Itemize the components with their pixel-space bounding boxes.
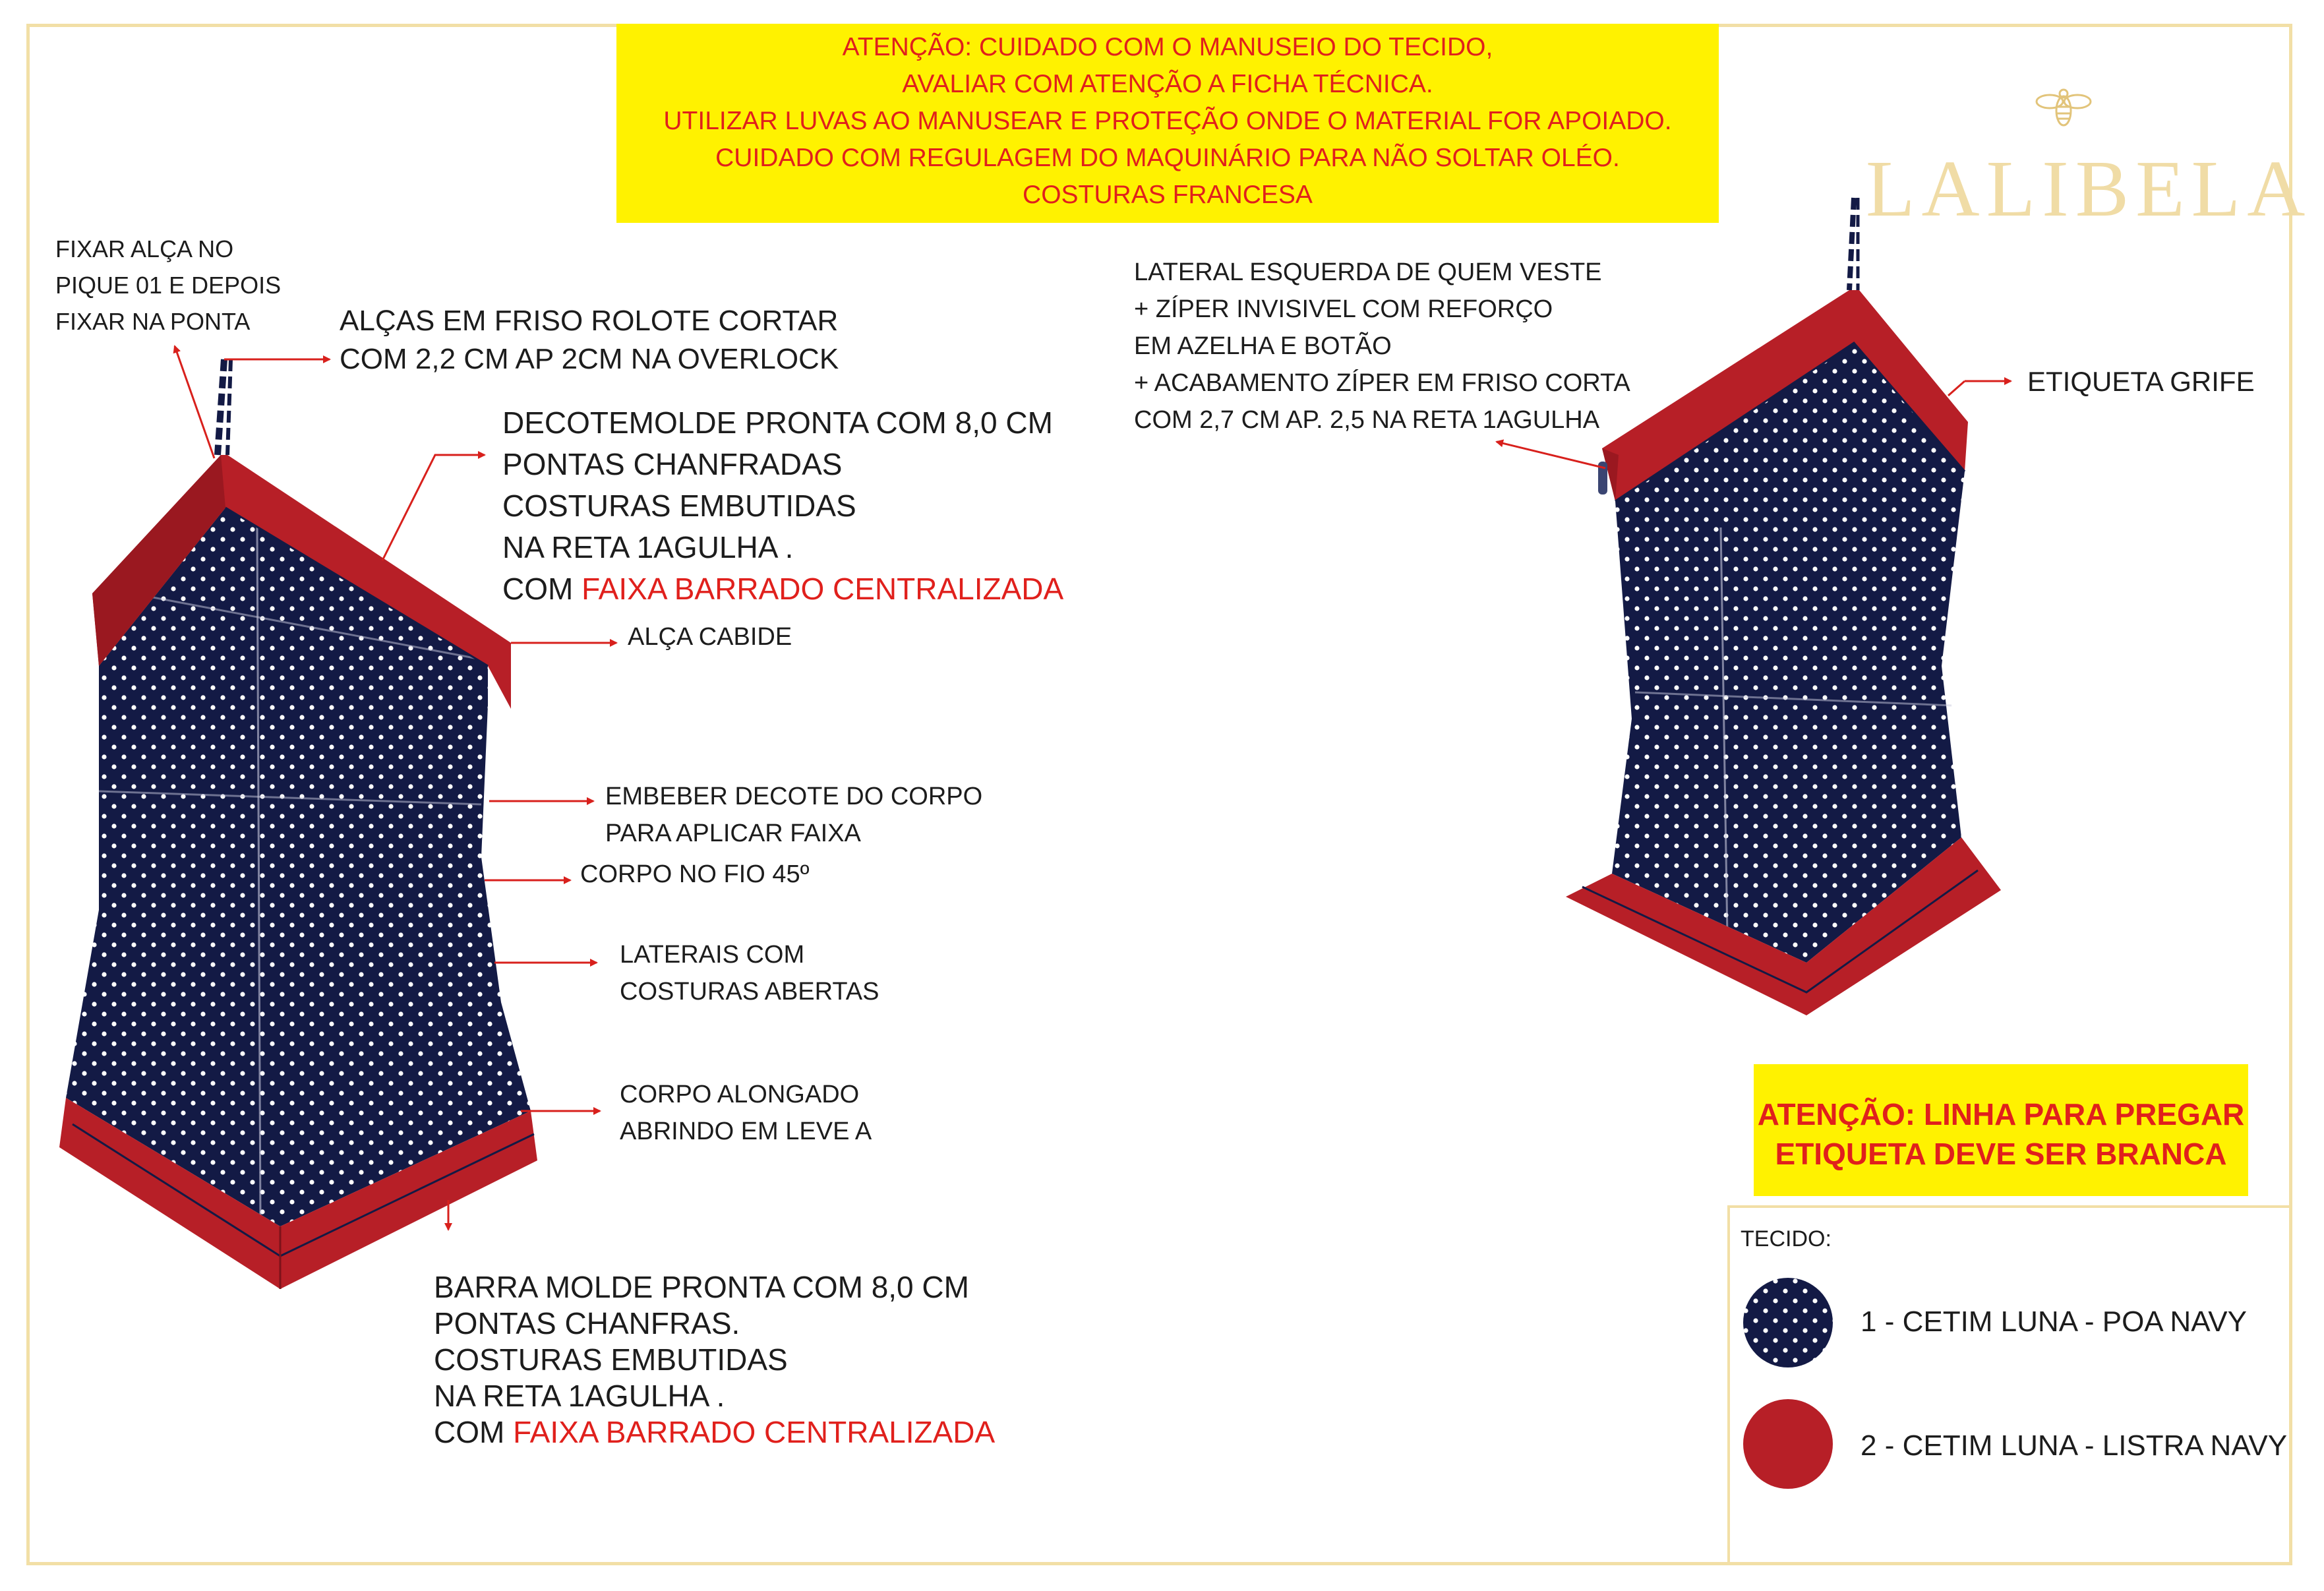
note-line: LATERAL ESQUERDA DE QUEM VESTE bbox=[1134, 258, 1602, 286]
note-line: LATERAIS COM bbox=[620, 941, 805, 969]
note-line: BARRA MOLDE PRONTA COM 8,0 CM bbox=[434, 1270, 969, 1304]
attention-line: ATENÇÃO: LINHA PARA PREGAR bbox=[1757, 1097, 2245, 1131]
note-line: EMBEBER DECOTE DO CORPO bbox=[605, 783, 983, 810]
warning-line: COSTURAS FRANCESA bbox=[1023, 181, 1313, 209]
note-line: COSTURAS EMBUTIDAS bbox=[502, 489, 856, 523]
note-line: NA RETA 1AGULHA . bbox=[502, 530, 794, 564]
note-corpo-fio: CORPO NO FIO 45º bbox=[580, 860, 810, 888]
warning-line: CUIDADO COM REGULAGEM DO MAQUINÁRIO PARA NÃO SOLTAR OLÉO. bbox=[715, 144, 1620, 172]
fabric-title: TECIDO: bbox=[1741, 1226, 1832, 1251]
note-line: FIXAR ALÇA NO bbox=[55, 235, 234, 262]
note-line: EM AZELHA E BOTÃO bbox=[1134, 332, 1392, 360]
note-corpo-alongado bbox=[620, 1076, 872, 1150]
label-thread-warning bbox=[1754, 1064, 2248, 1196]
fabric-legend bbox=[1727, 1205, 2292, 1565]
note-line: PIQUE 01 E DEPOIS bbox=[55, 272, 282, 299]
note-line: PONTAS CHANFRADAS bbox=[502, 447, 843, 481]
note-line: COSTURAS EMBUTIDAS bbox=[434, 1342, 788, 1377]
note-line bbox=[502, 568, 1063, 610]
note-line: COSTURAS ABERTAS bbox=[620, 978, 879, 1006]
note-line: + ACABAMENTO ZÍPER EM FRISO CORTA bbox=[1134, 369, 1630, 397]
fabric-item-label: 2 - CETIM LUNA - LISTRA NAVY bbox=[1861, 1429, 2288, 1462]
bee-icon bbox=[2034, 83, 2093, 136]
note-line: COM 2,7 CM AP. 2,5 NA RETA 1AGULHA bbox=[1134, 406, 1600, 434]
note-line: PONTAS CHANFRAS. bbox=[434, 1306, 740, 1340]
front-garment bbox=[59, 359, 537, 1289]
note-lateral-esquerda bbox=[1134, 254, 1630, 438]
handling-warning-box bbox=[616, 24, 1719, 223]
brand-logo: LALIBELA bbox=[1866, 144, 2312, 233]
back-garment bbox=[1566, 198, 2001, 1015]
note-text: COM bbox=[434, 1415, 514, 1449]
note-line bbox=[434, 1414, 995, 1451]
note-line: PARA APLICAR FAIXA bbox=[605, 820, 861, 847]
note-barra bbox=[434, 1269, 995, 1451]
note-fixar-alca bbox=[55, 231, 281, 340]
warning-line: ATENÇÃO: CUIDADO COM O MANUSEIO DO TECIDO, bbox=[842, 33, 1493, 61]
note-alca-cabide: ALÇA CABIDE bbox=[628, 623, 792, 651]
note-line: ABRINDO EM LEVE A bbox=[620, 1118, 872, 1145]
front-strap bbox=[218, 359, 224, 455]
note-line: COM 2,2 CM AP 2CM NA OVERLOCK bbox=[340, 343, 839, 375]
note-line: + ZÍPER INVISIVEL COM REFORÇO bbox=[1134, 295, 1553, 323]
note-line: ALÇAS EM FRISO ROLOTE CORTAR bbox=[340, 305, 839, 337]
note-etiqueta-grife: ETIQUETA GRIFE bbox=[2027, 366, 2255, 397]
note-line: CORPO ALONGADO bbox=[620, 1081, 860, 1108]
note-line: NA RETA 1AGULHA . bbox=[434, 1379, 725, 1413]
front-strap-2 bbox=[227, 359, 231, 455]
note-line: FIXAR NA PONTA bbox=[55, 308, 251, 335]
note-alcas bbox=[340, 302, 839, 378]
note-highlight: FAIXA BARRADO CENTRALIZADA bbox=[513, 1415, 996, 1449]
note-highlight: FAIXA BARRADO CENTRALIZADA bbox=[581, 572, 1064, 606]
warning-line: UTILIZAR LUVAS AO MANUSEAR E PROTEÇÃO ONDE O MATERIAL FOR APOIADO. bbox=[663, 107, 1672, 135]
fabric-item-label: 1 - CETIM LUNA - POA NAVY bbox=[1861, 1306, 2247, 1338]
note-decote bbox=[502, 402, 1063, 610]
note-laterais bbox=[620, 936, 879, 1010]
attention-line: ETIQUETA DEVE SER BRANCA bbox=[1775, 1137, 2227, 1171]
note-text: COM bbox=[502, 572, 582, 606]
note-embeber bbox=[605, 778, 982, 852]
warning-line: AVALIAR COM ATENÇÃO A FICHA TÉCNICA. bbox=[902, 70, 1433, 98]
note-line: DECOTEMOLDE PRONTA COM 8,0 CM bbox=[502, 405, 1053, 440]
